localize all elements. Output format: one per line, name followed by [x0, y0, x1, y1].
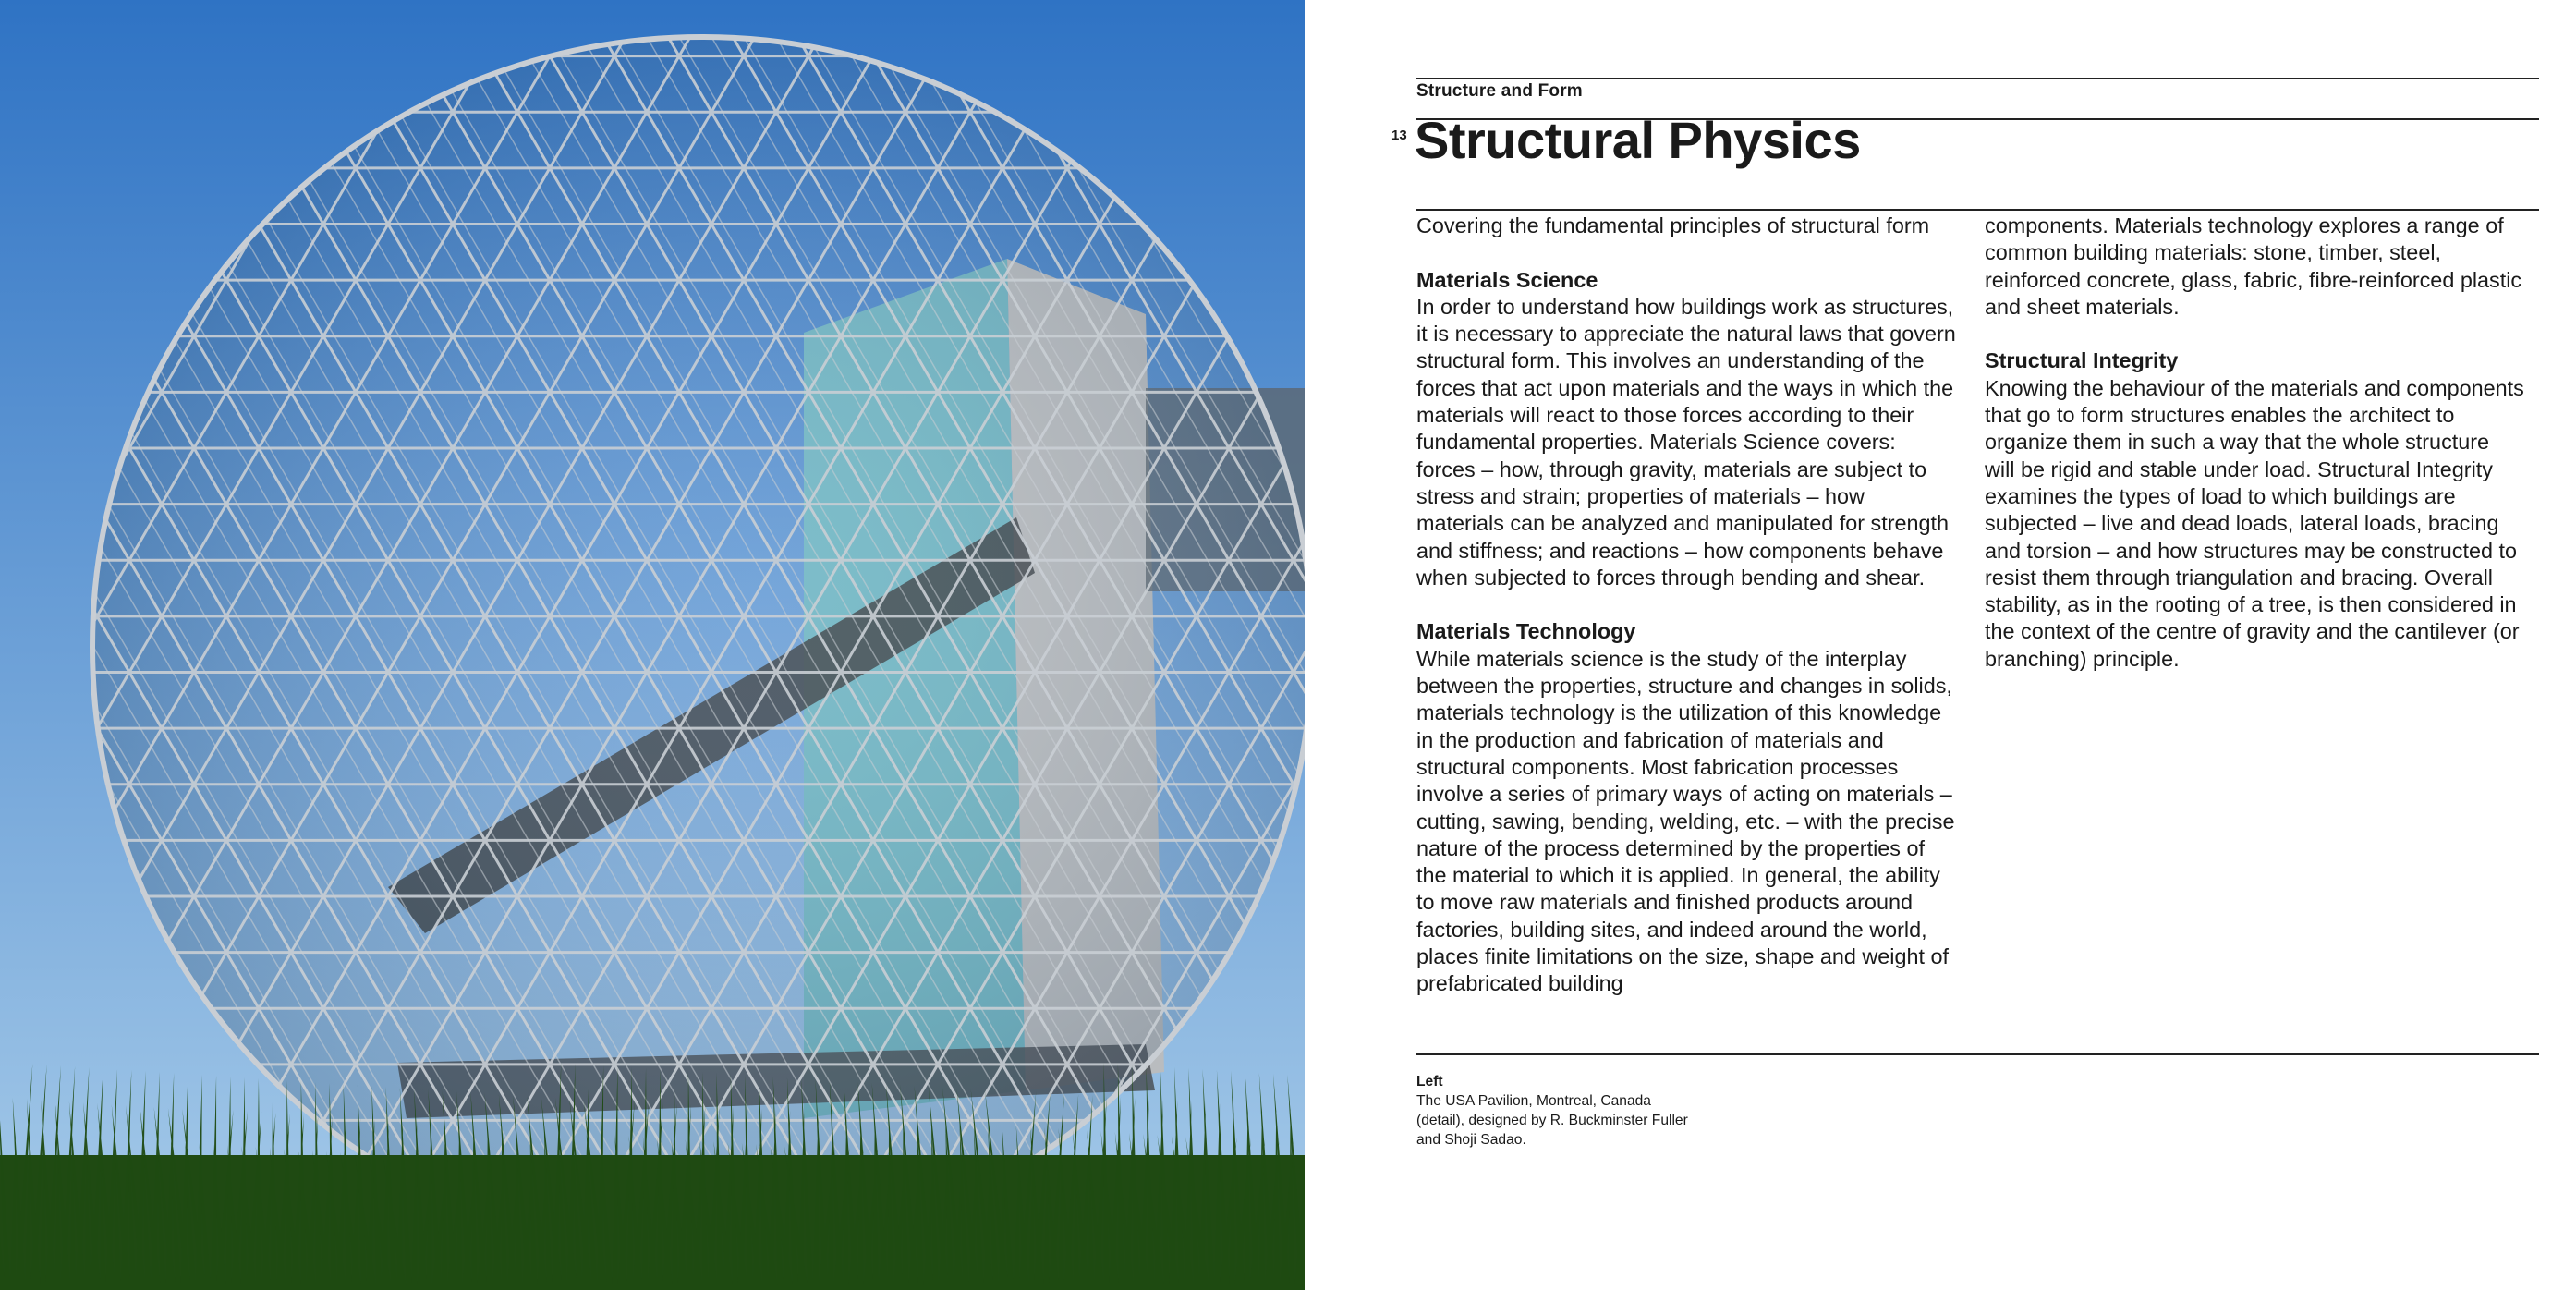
photo-caption — [1416, 1072, 1694, 1150]
materials-science-body: In order to understand how buildings work as structures, it is necessary to appreciate the natural laws that govern structural form. This involves an understanding of the forces that act upon materials and the ways in which the materials will react to those forces according to their fundamental properties. Materials Science covers: forces – how, through gravity, materials are subject to stress and strain; properties of materials – how materials can be analyzed and manipulated for strength and stiffness; and reactions – how components behave when subjected to forces through bending and shear. — [1416, 294, 1956, 590]
heading-materials-science: Materials Science — [1416, 267, 1598, 292]
heading-materials-technology: Materials Technology — [1416, 619, 1636, 644]
materials-technology-body: While materials science is the study of the interplay between the properties, structure and changes in solids, materials technology is the utilization of this knowledge in the production and fabrication of materials and structural components. Most fabrication processes involve a series of primary ways of acting on materials – cutting, sawing, bending, welding, etc. – with the precise nature of the process determined by the properties of the material to which it is applied. In general, the ability to move raw materials and finished products around factories, building sites, and indeed around the world, places finite limitations on the size, shape and weight of prefabricated building — [1416, 646, 1955, 996]
caption-rule — [1416, 1053, 2539, 1055]
top-rule — [1416, 78, 2539, 79]
caption-heading: Left — [1416, 1074, 1443, 1089]
page-number: 13 — [1391, 128, 1407, 143]
section-label: Structure and Form — [1416, 81, 1583, 101]
materials-technology-continued: components. Materials technology explores a range of common building materials: stone, timber, steel, reinforced concrete, glass, fabric, fibre-reinforced plastic and sheet materials. — [1985, 213, 2522, 319]
caption-text: The USA Pavilion, Montreal, Canada (detail), designed by R. Buckminster Fuller and Shoji Sadao. — [1416, 1093, 1688, 1148]
text-column-left — [1416, 213, 1956, 998]
body-rule — [1416, 209, 2539, 211]
heading-structural-integrity: Structural Integrity — [1985, 348, 2179, 373]
text-column-right — [1985, 213, 2524, 673]
text-page — [1305, 0, 2576, 1290]
structural-integrity-body: Knowing the behaviour of the materials and components that go to form structures enables the architect to organize them in such a way that the whole structure will be rigid and stable under load. Structural Integrity examines the types of load to which buildings are subjected – live and dead loads, lateral loads, bracing and torsion – and how structures may be constructed to resist them through triangulation and bracing. Overall stability, as in the rooting of a tree, is then considered in the context of the centre of gravity and the cantilever (or branching) principle. — [1985, 375, 2524, 671]
intro-text: Covering the fundamental principles of structural form — [1416, 213, 1930, 237]
page-title: Structural Physics — [1415, 111, 1861, 169]
